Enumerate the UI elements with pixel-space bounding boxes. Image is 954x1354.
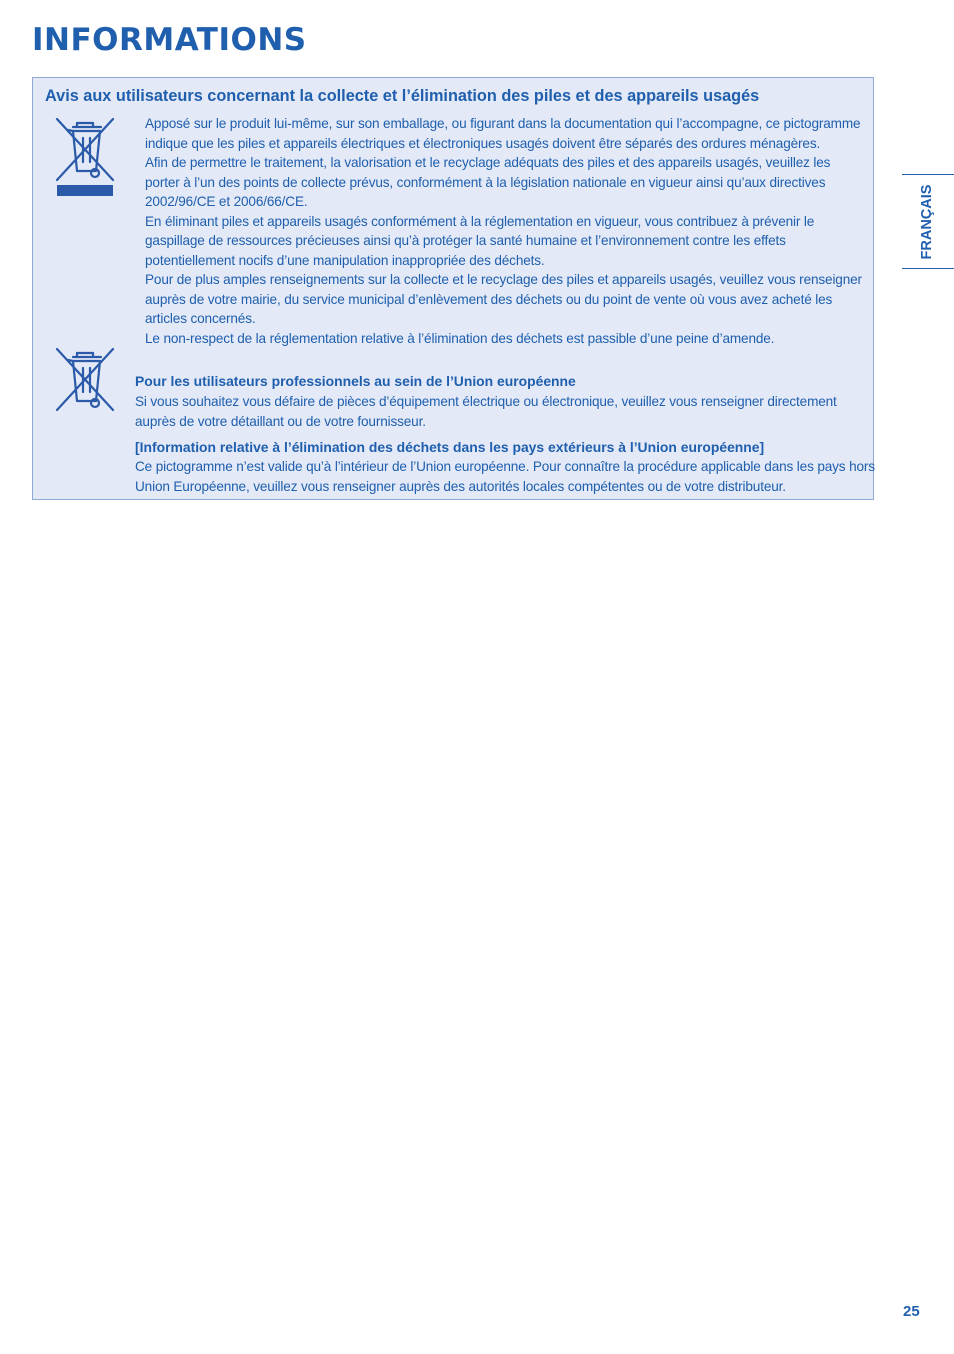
crossed-bin-with-bar-icon [53,116,117,200]
language-tab [902,174,954,269]
notice-paragraph: Afin de permettre le traitement, la valorisation et le recyclage adéquats des piles et des appareils usagés, veuillez les porter à l’un des points de collecte prévus, conformément à la législation nationale en vigueur ainsi qu’aux directives 2002/96/CE et 2006/66/CE. [145,155,831,209]
notice-paragraph: Le non-respect de la réglementation relative à l’élimination des déchets est passible d’une peine d’amende. [145,330,775,346]
outside-eu-heading: [Information relative à l’élimination des déchets dans les pays extérieurs à l’Union européenne] [135,439,765,455]
intro-text [145,114,867,348]
language-label: FRANÇAIS [919,184,935,260]
disposal-notice-box [32,77,874,500]
notice-heading: Avis aux utilisateurs concernant la collecte et l’élimination des piles et des appareils usagés [45,87,760,105]
notice-paragraph: Pour de plus amples renseignements sur la collecte et le recyclage des piles et appareils usagés, veuillez vous renseigner auprès de votre mairie, du service municipal d’enlèvement des déchets ou du point de vente où vous avez acheté les articles concernés. [145,272,862,326]
page-title: INFORMATIONS [32,22,307,58]
notice-paragraph: Apposé sur le produit lui-même, sur son emballage, ou figurant dans la documentation qui l’accompagne, ce pictogramme indique que les piles et appareils électriques et électroniques usagés doivent être séparés des ordures ménagères. [145,116,861,151]
page-number: 25 [903,1303,920,1320]
notice-paragraph: En éliminant piles et appareils usagés conformément à la réglementation en vigueur, vous contribuez à prévenir le gaspillage de ressources précieuses ainsi qu’à protéger la santé humaine et l’environnement contre les effets potentiellement nocifs d’une manipulation inappropriée des déchets. [145,213,815,268]
outside-eu-text: Ce pictogramme n’est valide qu’à l’intérieur de l’Union européenne. Pour connaître la procédure applicable dans les pays hors Union Européenne, veuillez vous renseigner auprès des autorités locales compétentes ou de votre distributeur. [135,459,875,494]
crossed-bin-icon [53,346,117,414]
professional-users-text: Si vous souhaitez vous défaire de pièces d’équipement électrique ou électronique, veuillez vous renseigner directement auprès de votre détaillant ou de votre fournisseur. [135,394,837,429]
professional-users-heading: Pour les utilisateurs professionnels au sein de l’Union européenne [135,373,576,389]
